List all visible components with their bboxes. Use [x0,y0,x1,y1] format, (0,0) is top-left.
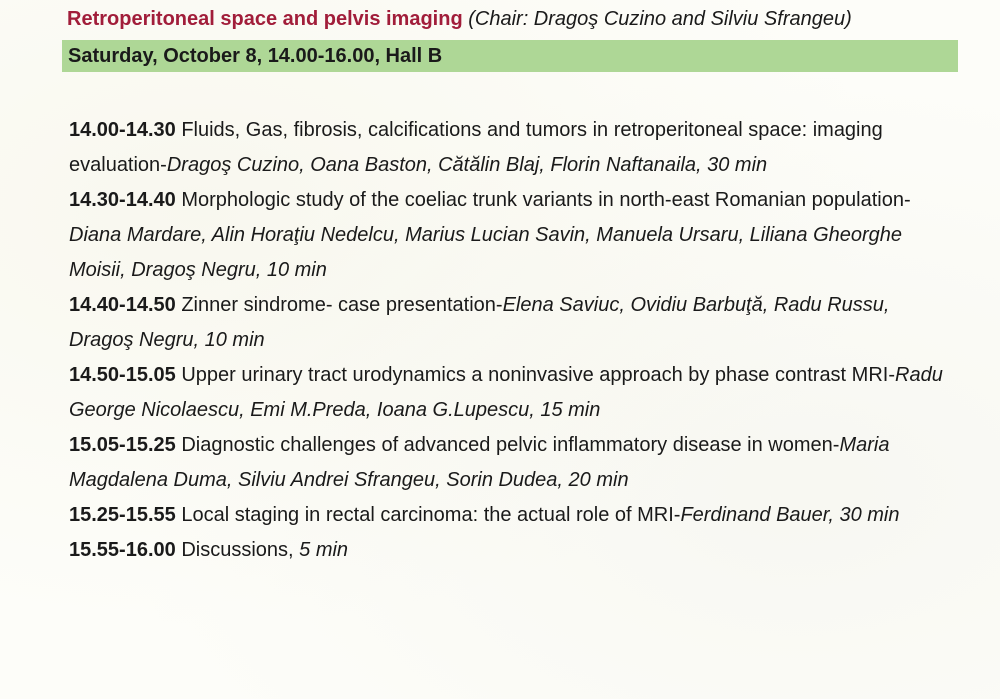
item-topic: Upper urinary tract urodynamics a noninvasive approach by phase contrast MRI- [175,364,895,386]
item-authors: Elena Saviuc, Ovidiu Barbuţă, Radu Russu, Dragoş Negru, 10 min [69,294,890,351]
program-item [69,113,959,183]
item-time: 14.00-14.30 [69,119,176,141]
item-topic: Morphologic study of the coeliac trunk variants in north-east Romanian population- [175,189,911,211]
item-authors: Diana Mardare, Alin Horaţiu Nedelcu, Marius Lucian Savin, Manuela Ursaru, Liliana Gheorghe Moisii, Dragoş Negru, 10 min [69,224,903,281]
item-authors: Radu George Nicolaescu, Emi M.Preda, Ioana G.Lupescu, 15 min [69,364,943,421]
program-item [69,183,959,288]
item-authors: Maria Magdalena Duma, Silviu Andrei Sfrangeu, Sorin Dudea, 20 min [69,434,890,491]
session-date: Saturday, October 8, 14.00-16.00, Hall B [68,45,443,67]
session-chair: (Chair: Dragoş Cuzino and Silviu Sfrangeu) [468,8,852,30]
program-item [69,498,959,533]
item-time: 15.05-15.25 [69,434,176,456]
item-time: 14.40-14.50 [69,294,176,316]
item-time: 15.55-16.00 [69,539,176,561]
item-time: 15.25-15.55 [69,504,176,526]
item-authors: 5 min [299,539,349,561]
session-date-bar [62,40,958,72]
item-topic: Diagnostic challenges of advanced pelvic inflammatory disease in women- [175,434,840,456]
item-time: 14.50-15.05 [69,364,176,386]
item-topic: Local staging in rectal carcinoma: the actual role of MRI- [175,504,681,526]
program-item [69,533,959,568]
session-title: Retroperitoneal space and pelvis imaging [67,8,463,30]
program-list [69,113,959,568]
item-time: 14.30-14.40 [69,189,176,211]
item-authors: Dragoş Cuzino, Oana Baston, Cătălin Blaj, Florin Naftanaila, 30 min [166,154,768,176]
program-item [69,358,959,428]
item-topic: Zinner sindrome- case presentation- [175,294,503,316]
program-item [69,428,959,498]
item-authors: Ferdinand Bauer, 30 min [680,504,900,526]
session-heading [67,6,852,32]
item-topic: Discussions, [175,539,300,561]
item-topic: Fluids, Gas, fibrosis, calcifications and tumors in retroperitoneal space: imaging evaluation- [69,119,883,176]
program-item [69,288,959,358]
